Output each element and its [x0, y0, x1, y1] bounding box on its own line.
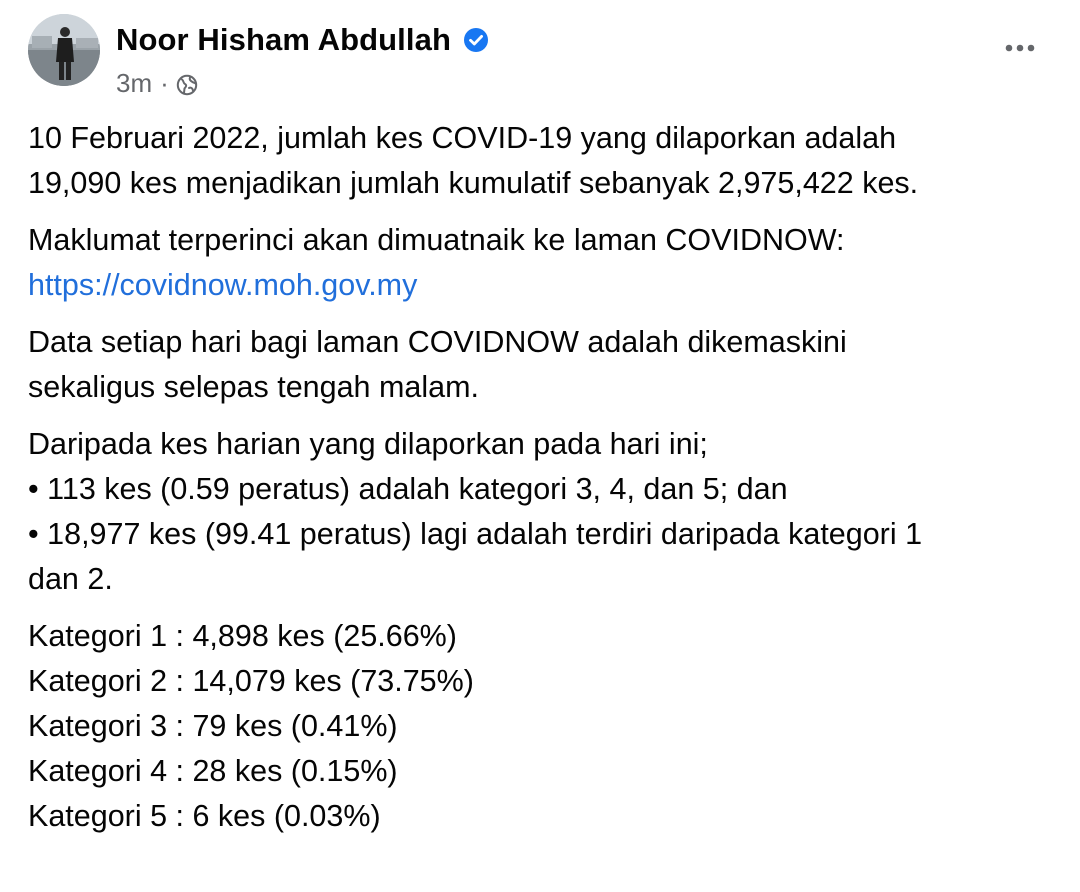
text-line: Daripada kes harian yang dilaporkan pada hari ini;: [28, 427, 708, 461]
text-line: Maklumat terperinci akan dimuatnaik ke laman COVIDNOW:: [28, 223, 845, 257]
post-body: [28, 116, 1058, 851]
category-line: Kategori 4 : 28 kes (0.15%): [28, 754, 398, 788]
post-meta: [116, 66, 198, 100]
meta-separator: ·: [160, 67, 169, 98]
author-line: [116, 20, 489, 60]
text-line: 10 Februari 2022, jumlah kes COVID-19 yang dilaporkan adalah: [28, 121, 897, 155]
paragraph-case-summary: [28, 116, 1058, 206]
avatar[interactable]: [28, 14, 100, 86]
ellipsis-icon[interactable]: [1002, 38, 1038, 58]
text-line: Data setiap hari bagi laman COVIDNOW adalah dikemaskini: [28, 325, 847, 359]
bullet-line: • 113 kes (0.59 peratus) adalah kategori 3, 4, dan 5; dan: [28, 472, 788, 506]
timestamp[interactable]: 3m: [116, 67, 153, 98]
paragraph-category-list: [28, 614, 1058, 839]
bullet-line: • 18,977 kes (99.41 peratus) lagi adalah terdiri daripada kategori 1: [28, 517, 923, 551]
category-line: Kategori 5 : 6 kes (0.03%): [28, 799, 381, 833]
text-line: dan 2.: [28, 562, 113, 596]
paragraph-update-note: [28, 320, 1058, 410]
profile-photo: [28, 14, 100, 86]
text-line: sekaligus selepas tengah malam.: [28, 370, 479, 404]
text-line: 19,090 kes menjadikan jumlah kumulatif sebanyak 2,975,422 kes.: [28, 166, 919, 200]
category-line: Kategori 3 : 79 kes (0.41%): [28, 709, 398, 743]
covidnow-link[interactable]: https://covidnow.moh.gov.my: [28, 268, 418, 302]
link-line: [28, 263, 1058, 308]
post-header: [28, 14, 1058, 104]
verified-badge-icon: [463, 27, 489, 53]
author-name[interactable]: Noor Hisham Abdullah: [116, 22, 451, 57]
paragraph-daily-breakdown: [28, 422, 1058, 602]
globe-icon[interactable]: [176, 72, 198, 94]
category-line: Kategori 2 : 14,079 kes (73.75%): [28, 664, 474, 698]
paragraph-covidnow-info: [28, 218, 1058, 308]
category-line: Kategori 1 : 4,898 kes (25.66%): [28, 619, 457, 653]
